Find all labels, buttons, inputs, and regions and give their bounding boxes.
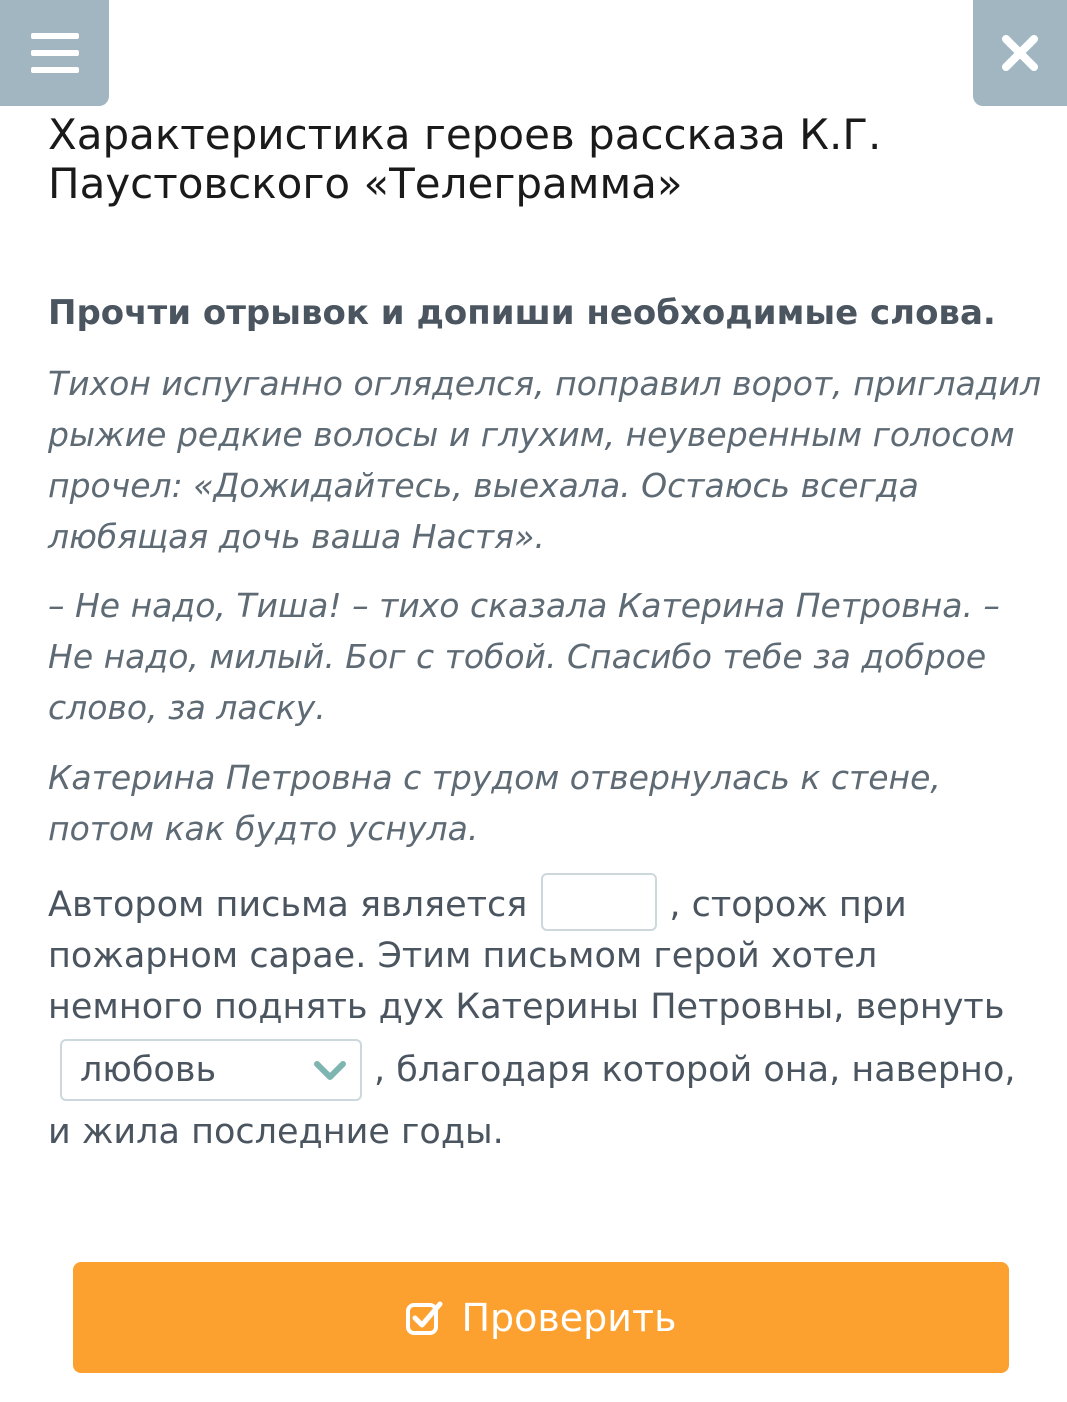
author-answer-input[interactable] bbox=[541, 873, 657, 931]
excerpt-paragraph-2: – Не надо, Тиша! – тихо сказала Катерина Петровна. – Не надо, милый. Бог с тобой. Спасибо тебе за доброе слово, за ласку. bbox=[48, 586, 1000, 727]
check-button-label: Проверить bbox=[461, 1295, 677, 1340]
word-choice-dropdown[interactable] bbox=[60, 1039, 362, 1101]
page-title: Характеристика героев рассказа К.Г. Паустовского «Телеграмма» bbox=[48, 110, 882, 208]
excerpt-paragraph-1: Тихон испуганно огляделся, поправил ворот, пригладил рыжие редкие волосы и глухим, неуверенным голосом прочел: «Дожидайтесь, выехала. Остаюсь всегда любящая дочь ваша Настя». bbox=[48, 364, 1042, 556]
exercise-line-1 bbox=[48, 880, 1023, 931]
exercise-text-part-5: , благодаря которой она, наверно, bbox=[374, 1049, 1016, 1090]
fill-in-exercise bbox=[48, 880, 1023, 1158]
exercise-text-part-3: пожарном сарае. Этим письмом герой хотел bbox=[48, 936, 878, 976]
exercise-text-part-1: Автором письма является bbox=[48, 885, 528, 925]
menu-button[interactable] bbox=[0, 0, 109, 106]
exercise-text-part-6: и жила последние годы. bbox=[48, 1112, 504, 1152]
close-button[interactable] bbox=[973, 0, 1067, 106]
exercise-line-4 bbox=[48, 1033, 1023, 1107]
check-button[interactable] bbox=[73, 1262, 1009, 1373]
dropdown-selected-value: любовь bbox=[80, 1049, 217, 1090]
hamburger-menu-icon bbox=[31, 31, 79, 75]
checkbox-check-icon bbox=[405, 1298, 445, 1338]
chevron-down-icon bbox=[312, 1059, 348, 1083]
exercise-text-part-2: , сторож при bbox=[669, 885, 907, 925]
task-instruction: Прочти отрывок и допиши необходимые слова. bbox=[48, 293, 996, 333]
exercise-text-part-4: немного поднять дух Катерины Петровны, вернуть bbox=[48, 987, 1005, 1027]
close-icon bbox=[1000, 33, 1040, 73]
excerpt-paragraph-3: Катерина Петровна с трудом отвернулась к стене, потом как будто уснула. bbox=[48, 758, 941, 848]
